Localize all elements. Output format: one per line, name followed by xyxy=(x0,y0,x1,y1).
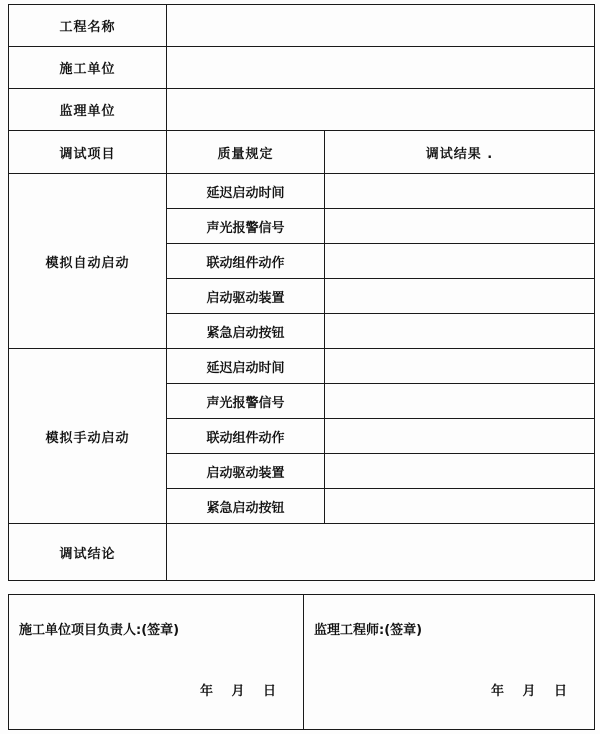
contractor-signature-date: 年 月 日 xyxy=(199,684,277,699)
construction-unit-field[interactable] xyxy=(167,47,595,89)
construction-unit-label: 施工单位 xyxy=(9,47,167,89)
project-name-label: 工程名称 xyxy=(9,5,167,47)
spec-item: 联动组件动作 xyxy=(167,419,325,454)
contractor-signature-label: 施工单位项目负责人:(签章) xyxy=(19,623,180,638)
spec-item: 延迟启动时间 xyxy=(167,349,325,384)
supervision-unit-label: 监理单位 xyxy=(9,89,167,131)
column-header-test-result: 调试结果 . xyxy=(325,131,595,174)
conclusion-label: 调试结论 xyxy=(9,524,167,581)
result-cell[interactable] xyxy=(325,419,595,454)
result-cell[interactable] xyxy=(325,489,595,524)
group-label-manual-start: 模拟手动启动 xyxy=(9,349,167,524)
result-cell[interactable] xyxy=(325,454,595,489)
column-header-test-item: 调试项目 xyxy=(9,131,167,174)
supervision-unit-field[interactable] xyxy=(167,89,595,131)
column-header-quality-spec: 质量规定 xyxy=(167,131,325,174)
spec-item: 紧急启动按钮 xyxy=(167,314,325,349)
signature-row xyxy=(9,595,595,730)
result-cell[interactable] xyxy=(325,384,595,419)
result-cell[interactable] xyxy=(325,209,595,244)
result-cell[interactable] xyxy=(325,314,595,349)
commissioning-table xyxy=(8,4,595,581)
supervisor-signature-date: 年 月 日 xyxy=(490,684,568,699)
supervision-unit-row xyxy=(9,89,595,131)
result-cell[interactable] xyxy=(325,279,595,314)
result-cell[interactable] xyxy=(325,174,595,209)
table-row xyxy=(9,174,595,209)
result-cell[interactable] xyxy=(325,244,595,279)
spec-item: 声光报警信号 xyxy=(167,384,325,419)
table-row xyxy=(9,349,595,384)
spec-item: 启动驱动装置 xyxy=(167,279,325,314)
spec-item: 紧急启动按钮 xyxy=(167,489,325,524)
spec-item: 联动组件动作 xyxy=(167,244,325,279)
group-label-auto-start: 模拟自动启动 xyxy=(9,174,167,349)
spec-item: 声光报警信号 xyxy=(167,209,325,244)
contractor-signature-cell[interactable] xyxy=(9,595,304,730)
construction-unit-row xyxy=(9,47,595,89)
spec-item: 延迟启动时间 xyxy=(167,174,325,209)
column-header-row xyxy=(9,131,595,174)
conclusion-field[interactable] xyxy=(167,524,595,581)
spec-item: 启动驱动装置 xyxy=(167,454,325,489)
supervisor-signature-label: 监理工程师:(签章) xyxy=(314,623,423,638)
conclusion-row xyxy=(9,524,595,581)
result-cell[interactable] xyxy=(325,349,595,384)
signature-table xyxy=(8,594,595,730)
project-name-row xyxy=(9,5,595,47)
supervisor-signature-cell[interactable] xyxy=(304,595,595,730)
project-name-field[interactable] xyxy=(167,5,595,47)
